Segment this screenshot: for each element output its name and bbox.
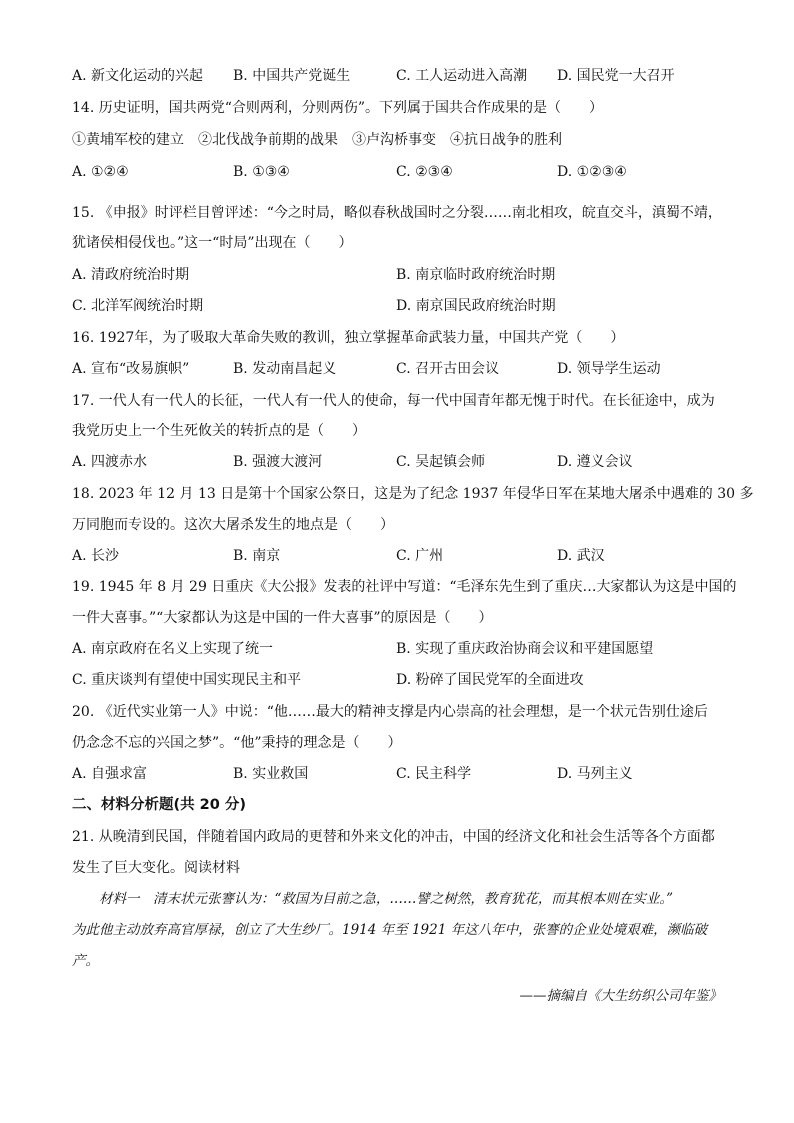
q17-stem-line1: 17. 一代人有一代人的长征，一代人有一代人的使命，每一代中国青年都无愧于时代。在长征途中，成为 bbox=[72, 393, 715, 409]
q20-option-b[interactable]: B. 实业救国 bbox=[233, 766, 309, 782]
q15-stem-line1: 15. 《申报》时评栏目曾评述：“今之时局，略似春秋战国时之分裂……南北相攻，皖直交斗，滇蜀不靖， bbox=[72, 205, 722, 221]
q14-option-c[interactable]: C. ②③④ bbox=[396, 164, 453, 180]
q14-option-a[interactable]: A. ①②④ bbox=[72, 164, 129, 180]
material-one-line1: 材料一 清末状元张謇认为：“救国为目前之急，……譬之树然，教育犹花，而其根本则在实业。” bbox=[72, 891, 674, 907]
q14-items: ①黄埔军校的建立 ②北伐战争前期的战果 ③卢沟桥事变 ④抗日战争的胜利 bbox=[72, 132, 562, 148]
q15-stem-line2: 犹诸侯相侵伐也。”这一“时局”出现在（ ） bbox=[72, 235, 353, 251]
q19-option-b[interactable]: B. 实现了重庆政治协商会议和平建国愿望 bbox=[396, 641, 654, 657]
q14-option-d[interactable]: D. ①②③④ bbox=[557, 164, 627, 180]
q19-option-a[interactable]: A. 南京政府在名义上实现了统一 bbox=[72, 641, 274, 657]
q19-option-c[interactable]: C. 重庆谈判有望使中国实现民主和平 bbox=[72, 672, 302, 688]
q17-option-d[interactable]: D. 遵义会议 bbox=[557, 454, 633, 470]
material-one-line3: 产。 bbox=[72, 953, 99, 969]
q18-option-c[interactable]: C. 广州 bbox=[396, 548, 444, 564]
q17-stem-line2: 我党历史上一个生死攸关的转折点的是（ ） bbox=[72, 423, 366, 439]
q15-option-a[interactable]: A. 清政府统治时期 bbox=[72, 267, 190, 283]
q16-option-a[interactable]: A. 宣布“改易旗帜” bbox=[72, 361, 190, 377]
q14-stem: 14. 历史证明，国共两党“合则两利，分则两伤”。下列属于国共合作成果的是（ ） bbox=[72, 100, 604, 116]
q15-option-d[interactable]: D. 南京国民政府统治时期 bbox=[396, 298, 556, 314]
material-source: ——摘编自《大生纺织公司年鉴》 bbox=[519, 988, 722, 1004]
q19-option-d[interactable]: D. 粉碎了国民党军的全面进攻 bbox=[396, 672, 584, 688]
q19-stem-line2: 一件大喜事。”“大家都认为这是中国的一件大喜事”的原因是（ ） bbox=[72, 610, 493, 626]
q20-option-a[interactable]: A. 自强求富 bbox=[72, 766, 148, 782]
section-heading: 二、材料分析题(共 20 分) bbox=[72, 797, 247, 813]
q13-option-b[interactable]: B. 中国共产党诞生 bbox=[233, 68, 351, 84]
q13-option-c[interactable]: C. 工人运动进入高潮 bbox=[396, 68, 528, 84]
q20-stem-line2: 仍念念不忘的兴国之梦”。“他”秉持的理念是（ ） bbox=[72, 735, 402, 751]
q20-option-c[interactable]: C. 民主科学 bbox=[396, 766, 472, 782]
q18-stem-line2: 万同胞而专设的。这次大屠杀发生的地点是（ ） bbox=[72, 517, 394, 533]
q21-stem-line1: 21. 从晚清到民国，伴随着国内政局的更替和外来文化的冲击，中国的经济文化和社会生活等各个方面都 bbox=[72, 829, 715, 845]
q18-stem-line1: 18. 2023 年 12 月 13 日是第十个国家公祭日，这是为了纪念 1937 年侵华日军在某地大屠杀中遇难的 30 多 bbox=[72, 486, 754, 502]
q20-stem-line1: 20. 《近代实业第一人》中说：“他……最大的精神支撑是内心崇高的社会理想，是一个状元告别仕途后 bbox=[72, 704, 708, 720]
q21-stem-line2: 发生了巨大变化。阅读材料 bbox=[72, 860, 240, 876]
material-one-line2: 为此他主动放弃高官厚禄，创立了大生纱厂。1914 年至 1921 年这八年中，张謇的企业处境艰难，濒临破 bbox=[72, 922, 708, 938]
q16-option-c[interactable]: C. 召开古田会议 bbox=[396, 361, 500, 377]
q15-option-c[interactable]: C. 北洋军阀统治时期 bbox=[72, 298, 204, 314]
q20-option-d[interactable]: D. 马列主义 bbox=[557, 766, 633, 782]
q16-option-b[interactable]: B. 发动南昌起义 bbox=[233, 361, 337, 377]
q16-stem: 16. 1927年，为了吸取大革命失败的教训，独立掌握革命武装力量，中国共产党（ ） bbox=[72, 330, 625, 346]
q16-option-d[interactable]: D. 领导学生运动 bbox=[557, 361, 661, 377]
q13-option-a[interactable]: A. 新文化运动的兴起 bbox=[72, 68, 204, 84]
q15-option-b[interactable]: B. 南京临时政府统治时期 bbox=[396, 267, 556, 283]
q14-option-b[interactable]: B. ①③④ bbox=[233, 164, 290, 180]
q18-option-b[interactable]: B. 南京 bbox=[233, 548, 281, 564]
q17-option-b[interactable]: B. 强渡大渡河 bbox=[233, 454, 323, 470]
q13-option-d[interactable]: D. 国民党一大召开 bbox=[557, 68, 675, 84]
q17-option-a[interactable]: A. 四渡赤水 bbox=[72, 454, 148, 470]
q19-stem-line1: 19. 1945 年 8 月 29 日重庆《大公报》发表的社评中写道：“毛泽东先生到了重庆…大家都认为这是中国的 bbox=[72, 579, 737, 595]
q17-option-c[interactable]: C. 吴起镇会师 bbox=[396, 454, 486, 470]
q18-option-a[interactable]: A. 长沙 bbox=[72, 548, 120, 564]
q18-option-d[interactable]: D. 武汉 bbox=[557, 548, 605, 564]
